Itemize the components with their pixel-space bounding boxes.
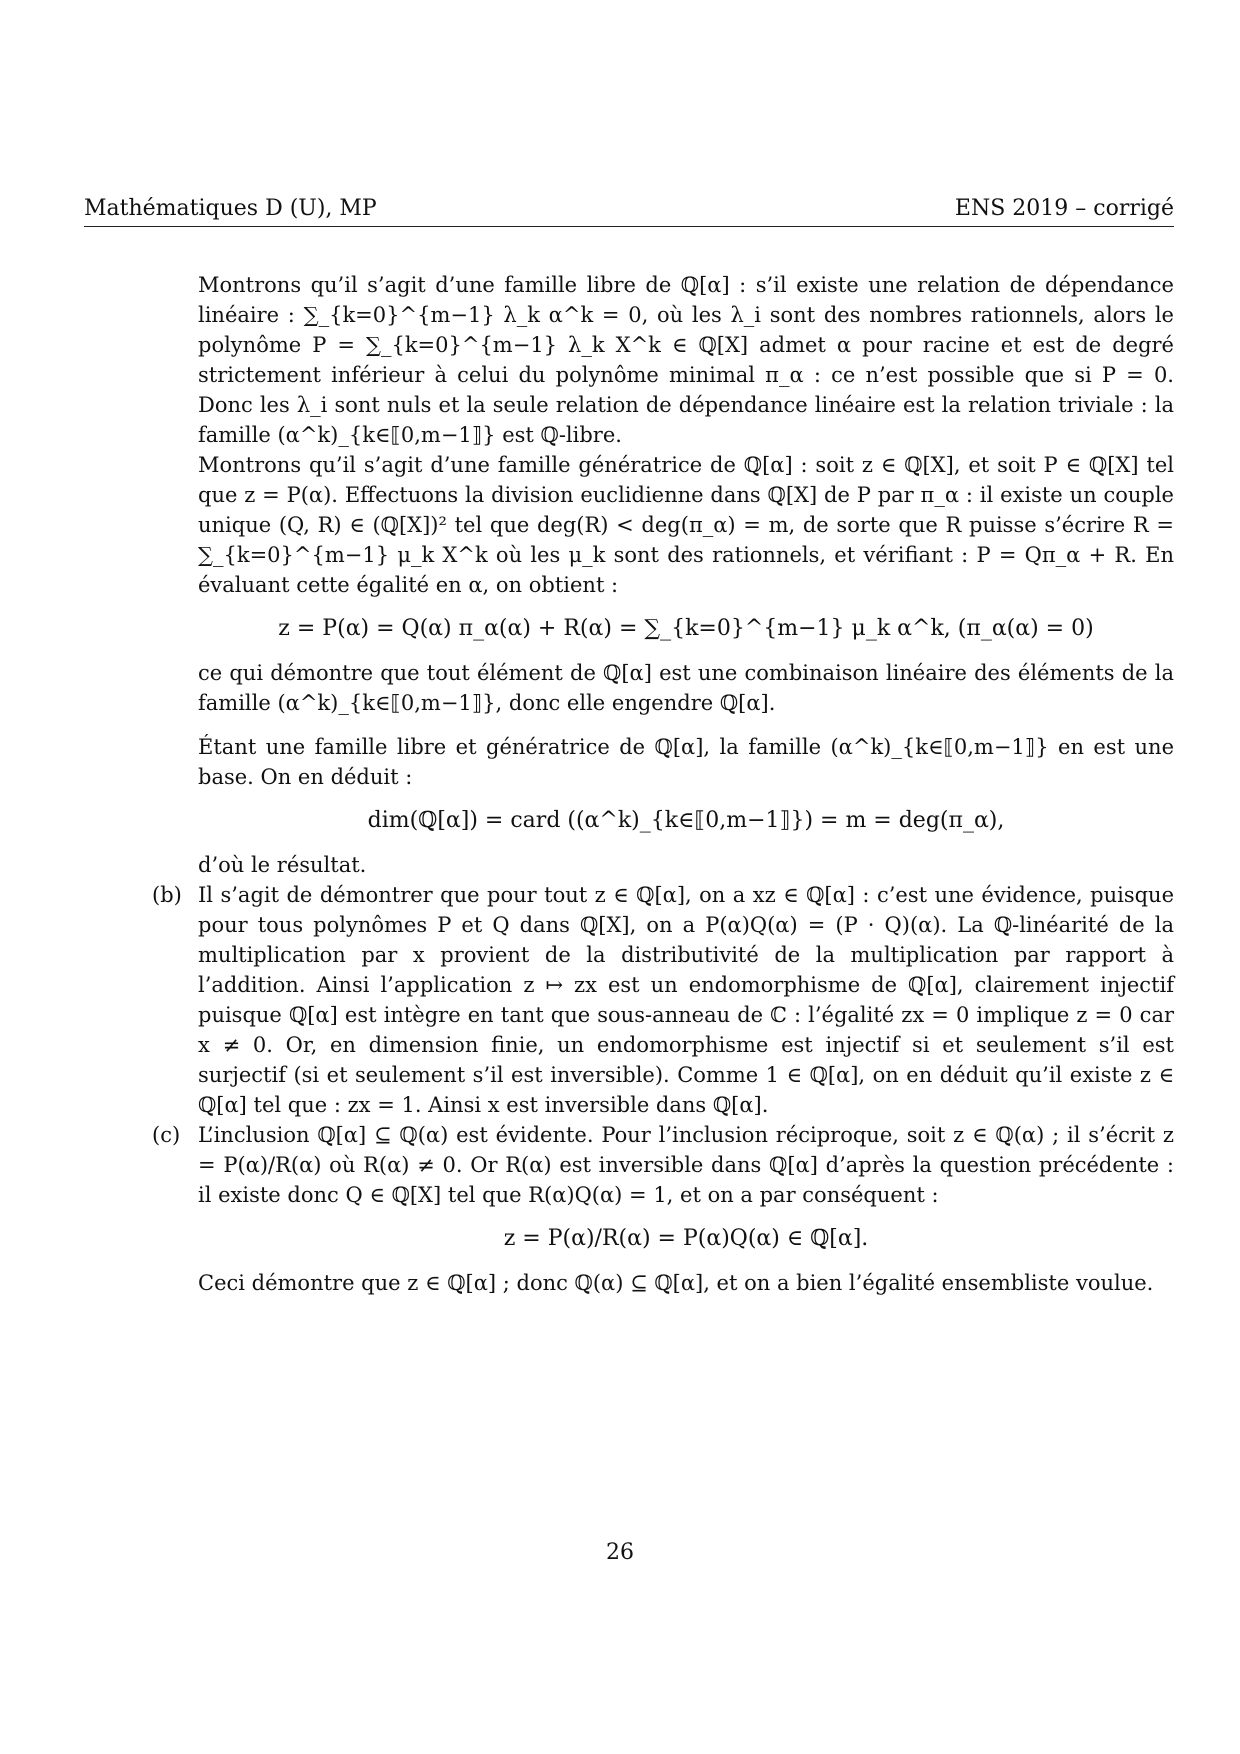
paragraph-basis: Étant une famille libre et génératrice de ℚ[α], la famille (α^k)_{k∈⟦0,m−1⟧} en est une base. On en déduit : [198,735,1174,789]
header-left: Mathématiques D (U), MP [84,196,377,221]
item-b [152,880,1174,1120]
item-c-label: (c) [152,1123,181,1147]
paragraph-conclusion: d’où le résultat. [198,853,367,877]
paragraph-spans: ce qui démontre que tout élément de ℚ[α] est une combinaison linéaire des éléments de la famille (α^k)_{k∈⟦0,m−1⟧}, donc elle engendre ℚ[α]. [198,661,1174,715]
paragraph-final: Ceci démontre que z ∈ ℚ[α] ; donc ℚ(α) ⊆ ℚ[α], et on a bien l’égalité ensembliste voulue. [198,1271,1154,1295]
item-c [152,1120,1174,1210]
paragraph-free-family: Montrons qu’il s’agit d’une famille libre de ℚ[α] : s’il existe une relation de dépendance linéaire : ∑_{k=0}^{m−1} λ_k α^k = 0, où les λ_i sont des nombres rationnels, alors le polynôme P = ∑_{k=0}^{m−1} λ_k X^k ∈ ℚ[X] admet α pour racine et est de degré strictement inférieur à celui du polynôme minimal π_α : ce n’est possible que si P = 0. Donc les λ_i sont nuls et la seule relation de dépendance linéaire est la relation triviale : la famille (α^k)_{k∈⟦0,m−1⟧} est ℚ-libre. [198,273,1174,447]
equation-fraction: z = P(α)/R(α) = P(α)Q(α) ∈ ℚ[α]. [503,1226,869,1251]
page-header [84,196,1174,227]
item-b-text: Il s’agit de démontrer que pour tout z ∈ ℚ[α], on a xz ∈ ℚ[α] : c’est une évidence, puisque pour tous polynômes P et Q dans ℚ[X], on a P(α)Q(α) = (P · Q)(α). La ℚ-linéarité de la multiplication par x provient de la distributivité de la multiplication par rapport à l’addition. Ainsi l’application z ↦ zx est un endomorphisme de ℚ[α], clairement injectif puisque ℚ[α] est intègre en tant que sous-anneau de ℂ : l’égalité zx = 0 implique z = 0 car x ≠ 0. Or, en dimension finie, un endomorphisme est injectif si et seulement s’il est surjectif (si et seulement s’il est inversible). Comme 1 ∈ ℚ[α], on en déduit qu’il existe z ∈ ℚ[α] tel que : zx = 1. Ainsi x est inversible dans ℚ[α]. [198,883,1174,1117]
page-body [152,270,1174,1298]
item-b-label: (b) [152,883,182,907]
equation-evaluation: z = P(α) = Q(α) π_α(α) + R(α) = ∑_{k=0}^{m−1} μ_k α^k, (π_α(α) = 0) [278,616,1094,641]
paragraph-generating-family: Montrons qu’il s’agit d’une famille génératrice de ℚ[α] : soit z ∈ ℚ[X], et soit P ∈ ℚ[X] tel que z = P(α). Effectuons la division euclidienne dans ℚ[X] de P par π_α : il existe un couple unique (Q, R) ∈ (ℚ[X])² tel que deg(R) < deg(π_α) = m, de sorte que R puisse s’écrire R = ∑_{k=0}^{m−1} μ_k X^k où les μ_k sont des rationnels, et vérifiant : P = Qπ_α + R. En évaluant cette égalité en α, on obtient : [198,453,1174,597]
page-number: 26 [606,1540,634,1565]
equation-dimension: dim(ℚ[α]) = card ((α^k)_{k∈⟦0,m−1⟧}) = m = deg(π_α), [367,808,1005,833]
header-right: ENS 2019 – corrigé [954,196,1174,221]
item-c-text: L’inclusion ℚ[α] ⊆ ℚ(α) est évidente. Pour l’inclusion réciproque, soit z ∈ ℚ(α) ; il s’écrit z = P(α)/R(α) où R(α) ≠ 0. Or R(α) est inversible dans ℚ[α] d’après la question précédente : il existe donc Q ∈ ℚ[X] tel que R(α)Q(α) = 1, et on a par conséquent : [198,1123,1174,1207]
